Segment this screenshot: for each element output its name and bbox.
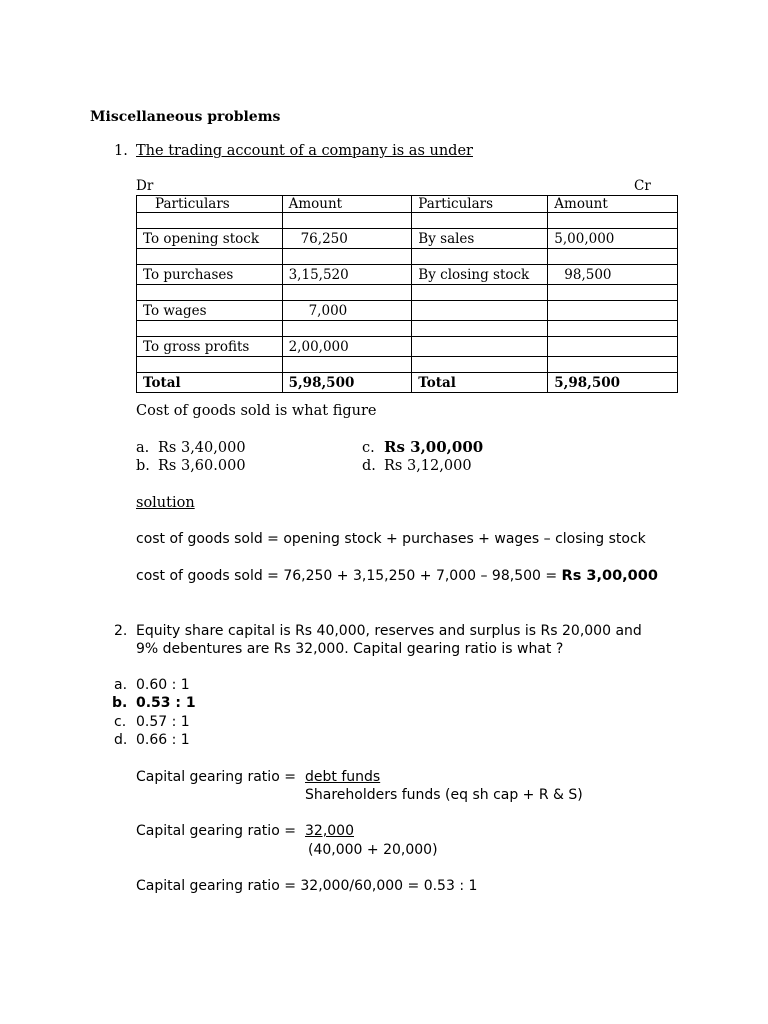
cogs-calculation	[136, 569, 658, 584]
formula2-left: Capital gearing ratio =	[136, 823, 296, 839]
q1-number: 1.	[114, 143, 128, 159]
q1-option-b: Rs 3,60.000	[158, 458, 246, 474]
q2-option-a-label: a.	[114, 677, 128, 693]
table-spacer-row	[137, 357, 678, 373]
cogs-formula: cost of goods sold = opening stock + purchases + wages – closing stock	[136, 531, 646, 547]
table-cell: To purchases	[137, 265, 283, 285]
q1-option-a-label: a.	[136, 440, 150, 456]
q2-text-line1: Equity share capital is Rs 40,000, reserves and surplus is Rs 20,000 and	[136, 623, 642, 639]
trading-account-table	[136, 195, 678, 393]
q1-option-c: Rs 3,00,000	[384, 438, 484, 456]
cr-label: Cr	[634, 178, 651, 194]
table-row	[137, 337, 678, 357]
formula3: Capital gearing ratio = 32,000/60,000 = 0.53 : 1	[136, 878, 478, 894]
table-cell: 5,00,000	[548, 229, 678, 249]
total-amount-dr: 5,98,500	[282, 373, 412, 393]
table-cell: 2,00,000	[282, 337, 412, 357]
table-cell: To gross profits	[137, 337, 283, 357]
q2-option-a: 0.60 : 1	[136, 677, 190, 693]
table-cell: By closing stock	[412, 265, 548, 285]
table-spacer-row	[137, 321, 678, 337]
table-row	[137, 301, 678, 321]
page-title: Miscellaneous problems	[90, 109, 281, 125]
cogs-calc-text: cost of goods sold = 76,250 + 3,15,250 + 7,000 – 98,500 =	[136, 568, 562, 584]
total-label-dr: Total	[137, 373, 283, 393]
table-spacer-row	[137, 213, 678, 229]
header-amount-cr: Amount	[548, 196, 678, 213]
table-spacer-row	[137, 285, 678, 301]
table-cell	[548, 337, 678, 357]
table-cell: To wages	[137, 301, 283, 321]
q1-option-a: Rs 3,40,000	[158, 440, 246, 456]
q2-option-c-label: c.	[114, 714, 127, 730]
table-cell: 76,250	[282, 229, 412, 249]
table-cell	[412, 337, 548, 357]
q1-option-d: Rs 3,12,000	[384, 458, 472, 474]
table-spacer-row	[137, 249, 678, 265]
total-label-cr: Total	[412, 373, 548, 393]
formula2-denominator: (40,000 + 20,000)	[308, 842, 438, 858]
q2-option-b: 0.53 : 1	[136, 695, 196, 711]
table-cell: 98,500	[548, 265, 678, 285]
header-particulars-dr: Particulars	[137, 196, 283, 213]
table-total-row	[137, 373, 678, 393]
dr-label: Dr	[136, 178, 154, 194]
q2-number: 2.	[114, 623, 128, 639]
q1-question: Cost of goods sold is what figure	[136, 403, 377, 419]
q2-option-b-label: b.	[112, 695, 128, 711]
table-cell: To opening stock	[137, 229, 283, 249]
solution-label: solution	[136, 495, 195, 511]
formula1-denominator: Shareholders funds (eq sh cap + R & S)	[305, 787, 583, 803]
table-header-row	[137, 196, 678, 213]
q1-option-b-label: b.	[136, 458, 150, 474]
total-amount-cr: 5,98,500	[548, 373, 678, 393]
q1-option-c-label: c.	[362, 440, 375, 456]
formula1-numerator: debt funds	[305, 769, 381, 785]
header-particulars-cr: Particulars	[412, 196, 548, 213]
q2-option-d-label: d.	[114, 732, 128, 748]
table-row	[137, 265, 678, 285]
table-cell: By sales	[412, 229, 548, 249]
table-cell: 7,000	[282, 301, 412, 321]
formula1-left: Capital gearing ratio =	[136, 769, 296, 785]
header-amount-dr: Amount	[282, 196, 412, 213]
formula2-numerator: 32,000	[305, 823, 354, 839]
table-cell: 3,15,520	[282, 265, 412, 285]
table-cell	[548, 301, 678, 321]
table-cell	[412, 301, 548, 321]
q2-option-c: 0.57 : 1	[136, 714, 190, 730]
q2-text-line2: 9% debentures are Rs 32,000. Capital gearing ratio is what ?	[136, 641, 564, 657]
table-row	[137, 229, 678, 249]
q1-title: The trading account of a company is as under	[136, 143, 473, 159]
cogs-answer: Rs 3,00,000	[561, 568, 658, 584]
q1-option-d-label: d.	[362, 458, 376, 474]
q2-option-d: 0.66 : 1	[136, 732, 190, 748]
